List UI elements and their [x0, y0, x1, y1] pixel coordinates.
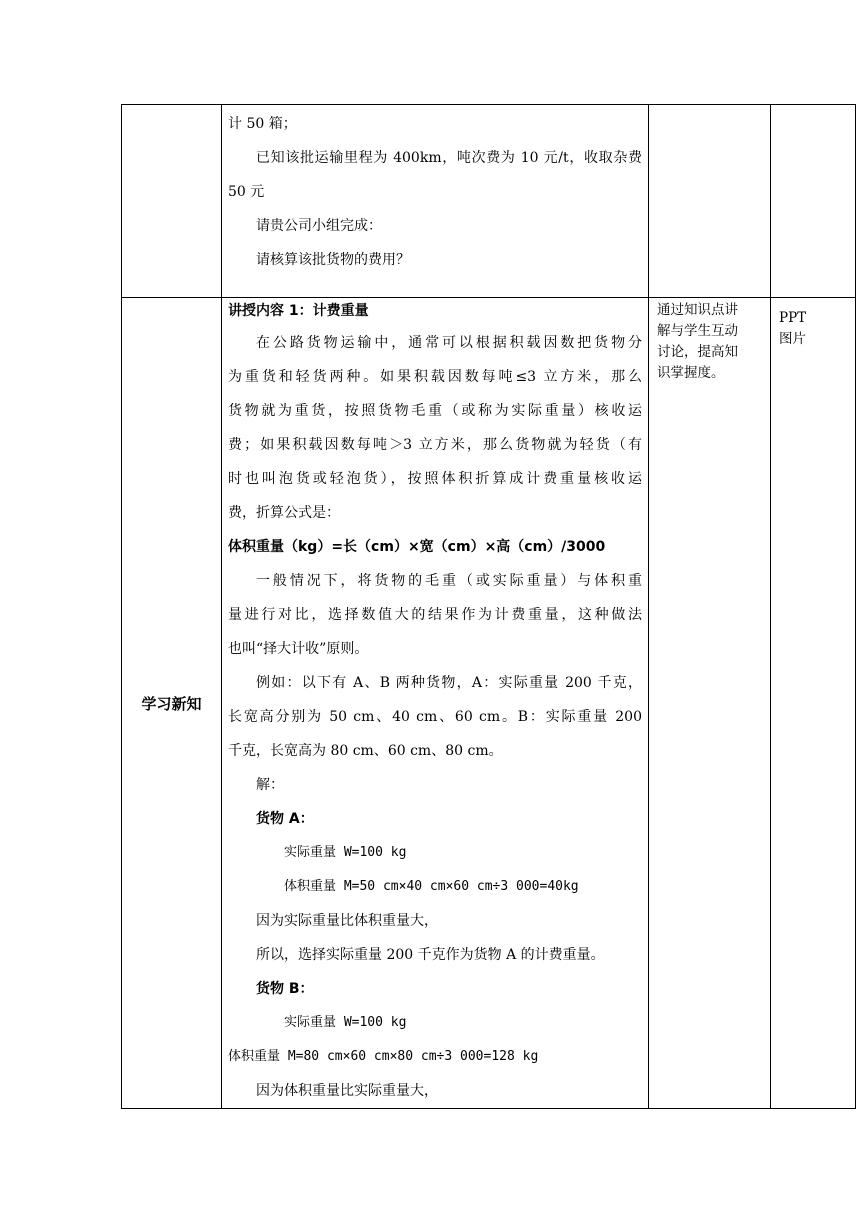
cargo-a-title: 货物 A： — [256, 811, 314, 827]
text-line: 图片 — [779, 331, 806, 347]
text-line: 请贵公司小组完成： — [256, 218, 382, 234]
text-line: 因为实际重量比体积重量大， — [256, 913, 438, 929]
cargo-b-actual-weight: 实际重量 W=100 kg — [284, 1015, 407, 1030]
cargo-a-volume-weight: 体积重量 M=50 cm×40 cm×60 cm÷3 000=40kg — [284, 879, 579, 894]
text-line: 50 元 — [228, 184, 265, 200]
lesson-plan-table — [121, 104, 856, 1109]
resources-cell-empty — [771, 105, 856, 298]
table-row — [122, 105, 856, 298]
text-line: 一般情况下，将货物的毛重（或实际重量）与体积重 — [256, 573, 642, 589]
resources-cell — [771, 298, 856, 1109]
row-label-cell-empty — [122, 105, 222, 298]
text-line: 已知该批运输里程为 400km，吨次费为 10 元/t，收取杂费 — [256, 150, 642, 166]
solution-label: 解： — [256, 777, 284, 793]
text-line: 千克，长宽高为 80 cm、60 cm、80 cm。 — [228, 743, 503, 759]
design-intent-cell — [649, 298, 771, 1109]
text-line: 也叫“择大计收”原则。 — [228, 641, 369, 657]
text-line: 解与学生互动 — [657, 323, 738, 339]
cargo-a-actual-weight: 实际重量 W=100 kg — [284, 845, 407, 860]
text-line: 货物就为重货，按照货物毛重（或称为实际重量）核收运 — [228, 403, 642, 419]
text-line: 为重货和轻货两种。如果积载因数每吨≤3 立方米，那么 — [228, 369, 642, 385]
text-line: 在公路货物运输中，通常可以根据积载因数把货物分 — [256, 335, 642, 351]
text-line: 费；如果积载因数每吨＞3 立方米，那么货物就为轻货（有 — [228, 437, 642, 453]
section-label: 学习新知 — [122, 298, 222, 1109]
text-line: 例如：以下有 A、B 两种货物，A：实际重量 200 千克， — [256, 675, 642, 691]
content-cell — [222, 298, 649, 1109]
text-line: 长宽高分别为 50 cm、40 cm、60 cm。B：实际重量 200 — [228, 709, 642, 725]
formula: 体积重量（kg）=长（cm）×宽（cm）×高（cm）/3000 — [228, 539, 606, 555]
design-intent-cell-empty — [649, 105, 771, 298]
text-line: 通过知识点讲 — [657, 302, 738, 318]
text-line: 量进行对比，选择数值大的结果作为计费重量，这种做法 — [228, 607, 642, 623]
text-line: 计 50 箱； — [228, 116, 297, 132]
text-line: PPT — [779, 310, 807, 326]
cargo-b-title: 货物 B： — [256, 981, 314, 997]
text-line: 所以，选择实际重量 200 千克作为货物 A 的计费重量。 — [256, 947, 605, 963]
text-line: 识掌握度。 — [657, 365, 725, 381]
section-heading: 讲授内容 1：计费重量 — [228, 303, 369, 319]
cargo-b-volume-weight: 体积重量 M=80 cm×60 cm×80 cm÷3 000=128 kg — [228, 1049, 539, 1064]
text-line: 时也叫泡货或轻泡货），按照体积折算成计费重量核收运 — [228, 471, 642, 487]
text-line: 讨论，提高知 — [657, 344, 738, 360]
text-line: 请核算该批货物的费用？ — [256, 252, 410, 268]
table-row — [122, 298, 856, 1109]
content-cell — [222, 105, 649, 298]
text-line: 费，折算公式是： — [228, 505, 340, 521]
text-line: 因为体积重量比实际重量大， — [256, 1083, 438, 1099]
